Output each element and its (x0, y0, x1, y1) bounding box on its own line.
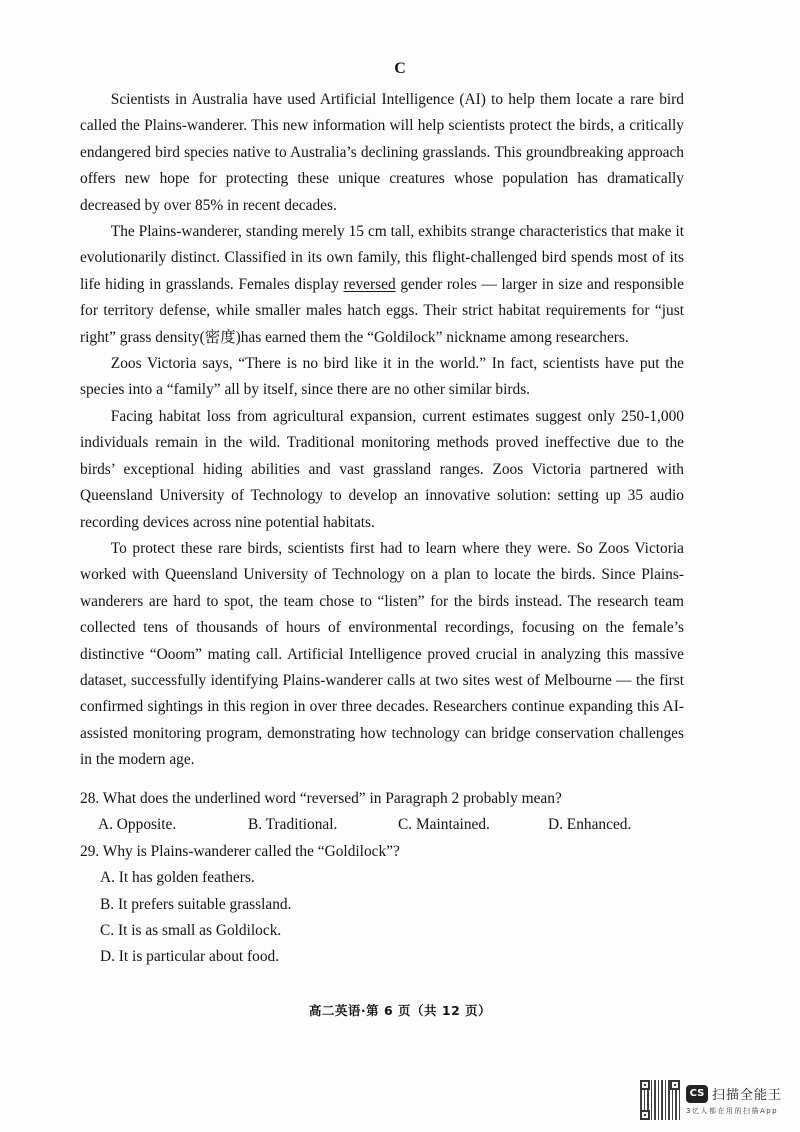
qr-code-icon (640, 1080, 680, 1120)
option-c: C. It is as small as Goldilock. (100, 922, 282, 940)
option-d: D. Enhanced. (548, 816, 632, 834)
option-d: D. It is particular about food. (100, 948, 280, 966)
questions-section (80, 786, 720, 971)
paragraph-3: Zoos Victoria says, “There is no bird like it in the world.” In fact, scientists have put the species into a “family” all by itself, since there are no other similar birds. (80, 355, 684, 399)
option-a: A. Opposite. (98, 816, 177, 834)
paragraph-2-before: The Plains-wanderer, standing merely 15 cm tall, exhibits strange characteristics that make it evolutionarily distinct. Classified in its own family, this flight-challenged bird spends most of its life hiding in grasslands. Females display (80, 223, 684, 293)
option-b: B. It prefers suitable grassland. (100, 895, 292, 913)
reading-passage (80, 87, 684, 774)
scanner-watermark (640, 1080, 782, 1120)
paragraph-1: Scientists in Australia have used Artificial Intelligence (AI) to help them locate a rare bird called the Plains-wanderer. This new information will help scientists protect the birds, a critically endangered bird species native to Australia’s declining grasslands. This groundbreaking approach offers new hope for protecting these unique creatures whose population has dramatically decreased by over 85% in recent decades. (80, 91, 684, 214)
underlined-word: reversed (343, 275, 396, 293)
section-letter: C (394, 60, 406, 77)
question-29 (80, 839, 720, 971)
option-c: C. Maintained. (398, 816, 490, 834)
question-28-options (80, 812, 720, 838)
option-a: A. It has golden feathers. (100, 869, 255, 887)
app-tagline: 3亿人都在用的扫描App (686, 1107, 779, 1115)
brand-block (686, 1084, 782, 1116)
option-b: B. Traditional. (248, 816, 338, 834)
question-29-stem: 29. Why is Plains-wanderer called the “Goldilock”? (80, 842, 400, 860)
paragraph-5: To protect these rare birds, scientists first had to learn where they were. So Zoos Victoria worked with Queensland University of Technology on a plan to locate the birds. Since Plains-wanderers are hard to spot, the team chose to “listen” for the birds instead. The research team collected tens of thousands of hours of environmental recordings, focusing on the female’s distinctive “Ooom” mating call. Artificial Intelligence proved crucial in analyzing this massive dataset, successfully identifying Plains-wanderer calls at two sites west of Melbourne — the first confirmed sightings in this region in over three decades. Researchers continue expanding this AI-assisted monitoring program, demonstrating how technology can bridge conservation challenges in the modern age. (80, 539, 684, 769)
question-29-options (80, 865, 720, 971)
app-name: 扫描全能王 (712, 1088, 783, 1103)
paragraph-2 (80, 219, 684, 351)
question-28 (80, 786, 720, 839)
paragraph-4: Facing habitat loss from agricultural expansion, current estimates suggest only 250-1,000 individuals remain in the wild. Traditional monitoring methods proved ineffective due to the birds’ exceptional hiding abilities and vast grassland ranges. Zoos Victoria partnered with Queensland University of Technology to develop an innovative solution: setting up 35 audio recording devices across nine potential habitats. (80, 407, 684, 531)
paragraph-2-after: gender roles — larger in size and responsible for territory defense, while smaller males hatch eggs. Their strict habitat requirements for “just right” grass density(密度)has earned them the “Goldilock” nickname among researchers. (80, 275, 684, 346)
cs-logo-icon: CS (686, 1085, 708, 1103)
page-footer: 高二英语·第 6 页（共 12 页） (308, 1003, 492, 1018)
question-28-stem: 28. What does the underlined word “reversed” in Paragraph 2 probably mean? (80, 790, 562, 807)
